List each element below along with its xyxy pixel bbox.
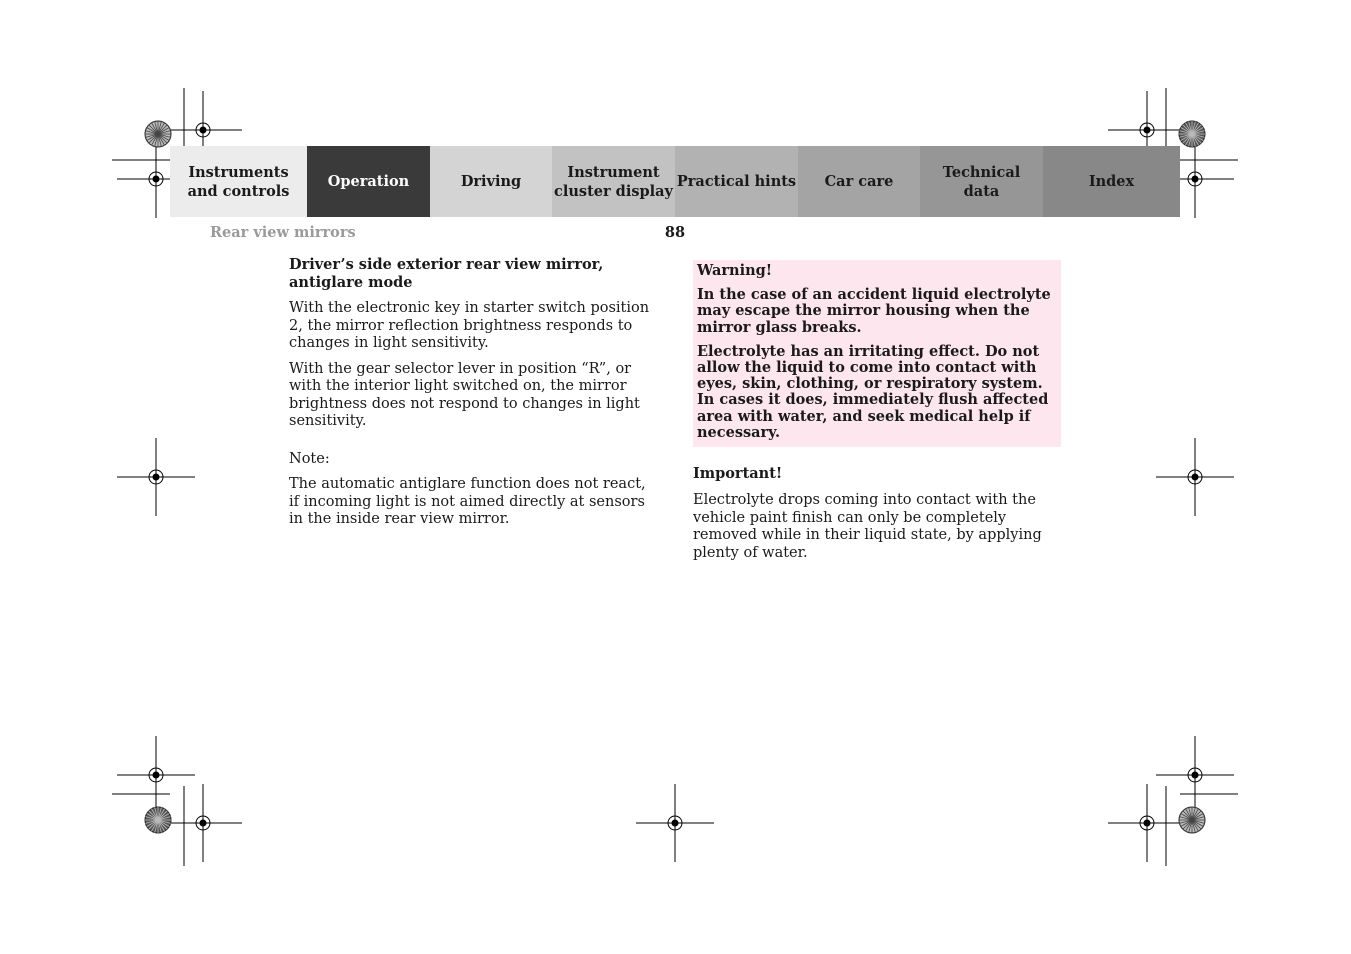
important-text: Electrolyte drops coming into contact with the vehicle paint finish can only be completely removed while in their liquid state, by applying plenty of water. [693,492,1042,561]
tab-car-care[interactable]: Car care [798,146,920,217]
chapter-tabs [170,146,1180,217]
warning-paragraph: In the case of an accident liquid electrolyte may escape the mirror housing when the mirror glass breaks. [697,286,1051,336]
crosshair-icon [117,438,195,516]
crosshair-icon [164,784,242,862]
tab-instrument-cluster-display[interactable]: Instrument cluster display [552,146,675,217]
warning-paragraph: Electrolyte has an irritating effect. Do not allow the liquid to come into contact with eyes, skin, clothing, or respiratory system. In cases it does, immediately flush affected area with water, and seek medical help if necessary. [697,342,1049,441]
crosshair-icon [1108,784,1186,862]
crosshair-icon [117,736,195,814]
paragraph: With the electronic key in starter switch position 2, the mirror reflection brightness responds to changes in light sensitivity. [289,300,650,351]
tab-practical-hints[interactable]: Practical hints [675,146,798,217]
warning-box [693,260,1061,447]
right-column [693,260,1061,570]
paragraph: With the gear selector lever in position “R”, or with the interior light switched on, the mirror brightness does not respond to changes in light sensitivity. [289,360,640,429]
tab-index[interactable]: Index [1043,146,1180,217]
left-column [289,256,659,537]
tab-technical-data[interactable]: Technical data [920,146,1043,217]
registration-wheel-icon [1179,807,1205,833]
crosshair-icon [1156,736,1234,814]
registration-wheel-icon [145,121,171,147]
important-title: Important! [693,465,783,483]
crosshair-icon [1156,438,1234,516]
note-text: The automatic antiglare function does not react, if incoming light is not aimed directly at sensors in the inside rear view mirror. [289,476,646,527]
note-label: Note: [289,450,330,467]
section-heading: Driver’s side exterior rear view mirror, antiglare mode [289,256,604,291]
tab-driving[interactable]: Driving [430,146,552,217]
tab-instruments-and-controls[interactable]: Instruments and controls [170,146,307,217]
page-number: 88 [664,224,686,241]
section-title: Rear view mirrors [210,224,356,241]
tab-operation[interactable]: Operation [307,146,430,217]
crosshair-icon [636,784,714,862]
warning-title: Warning! [697,262,773,279]
registration-wheel-icon [1179,121,1205,147]
registration-wheel-icon [145,807,171,833]
